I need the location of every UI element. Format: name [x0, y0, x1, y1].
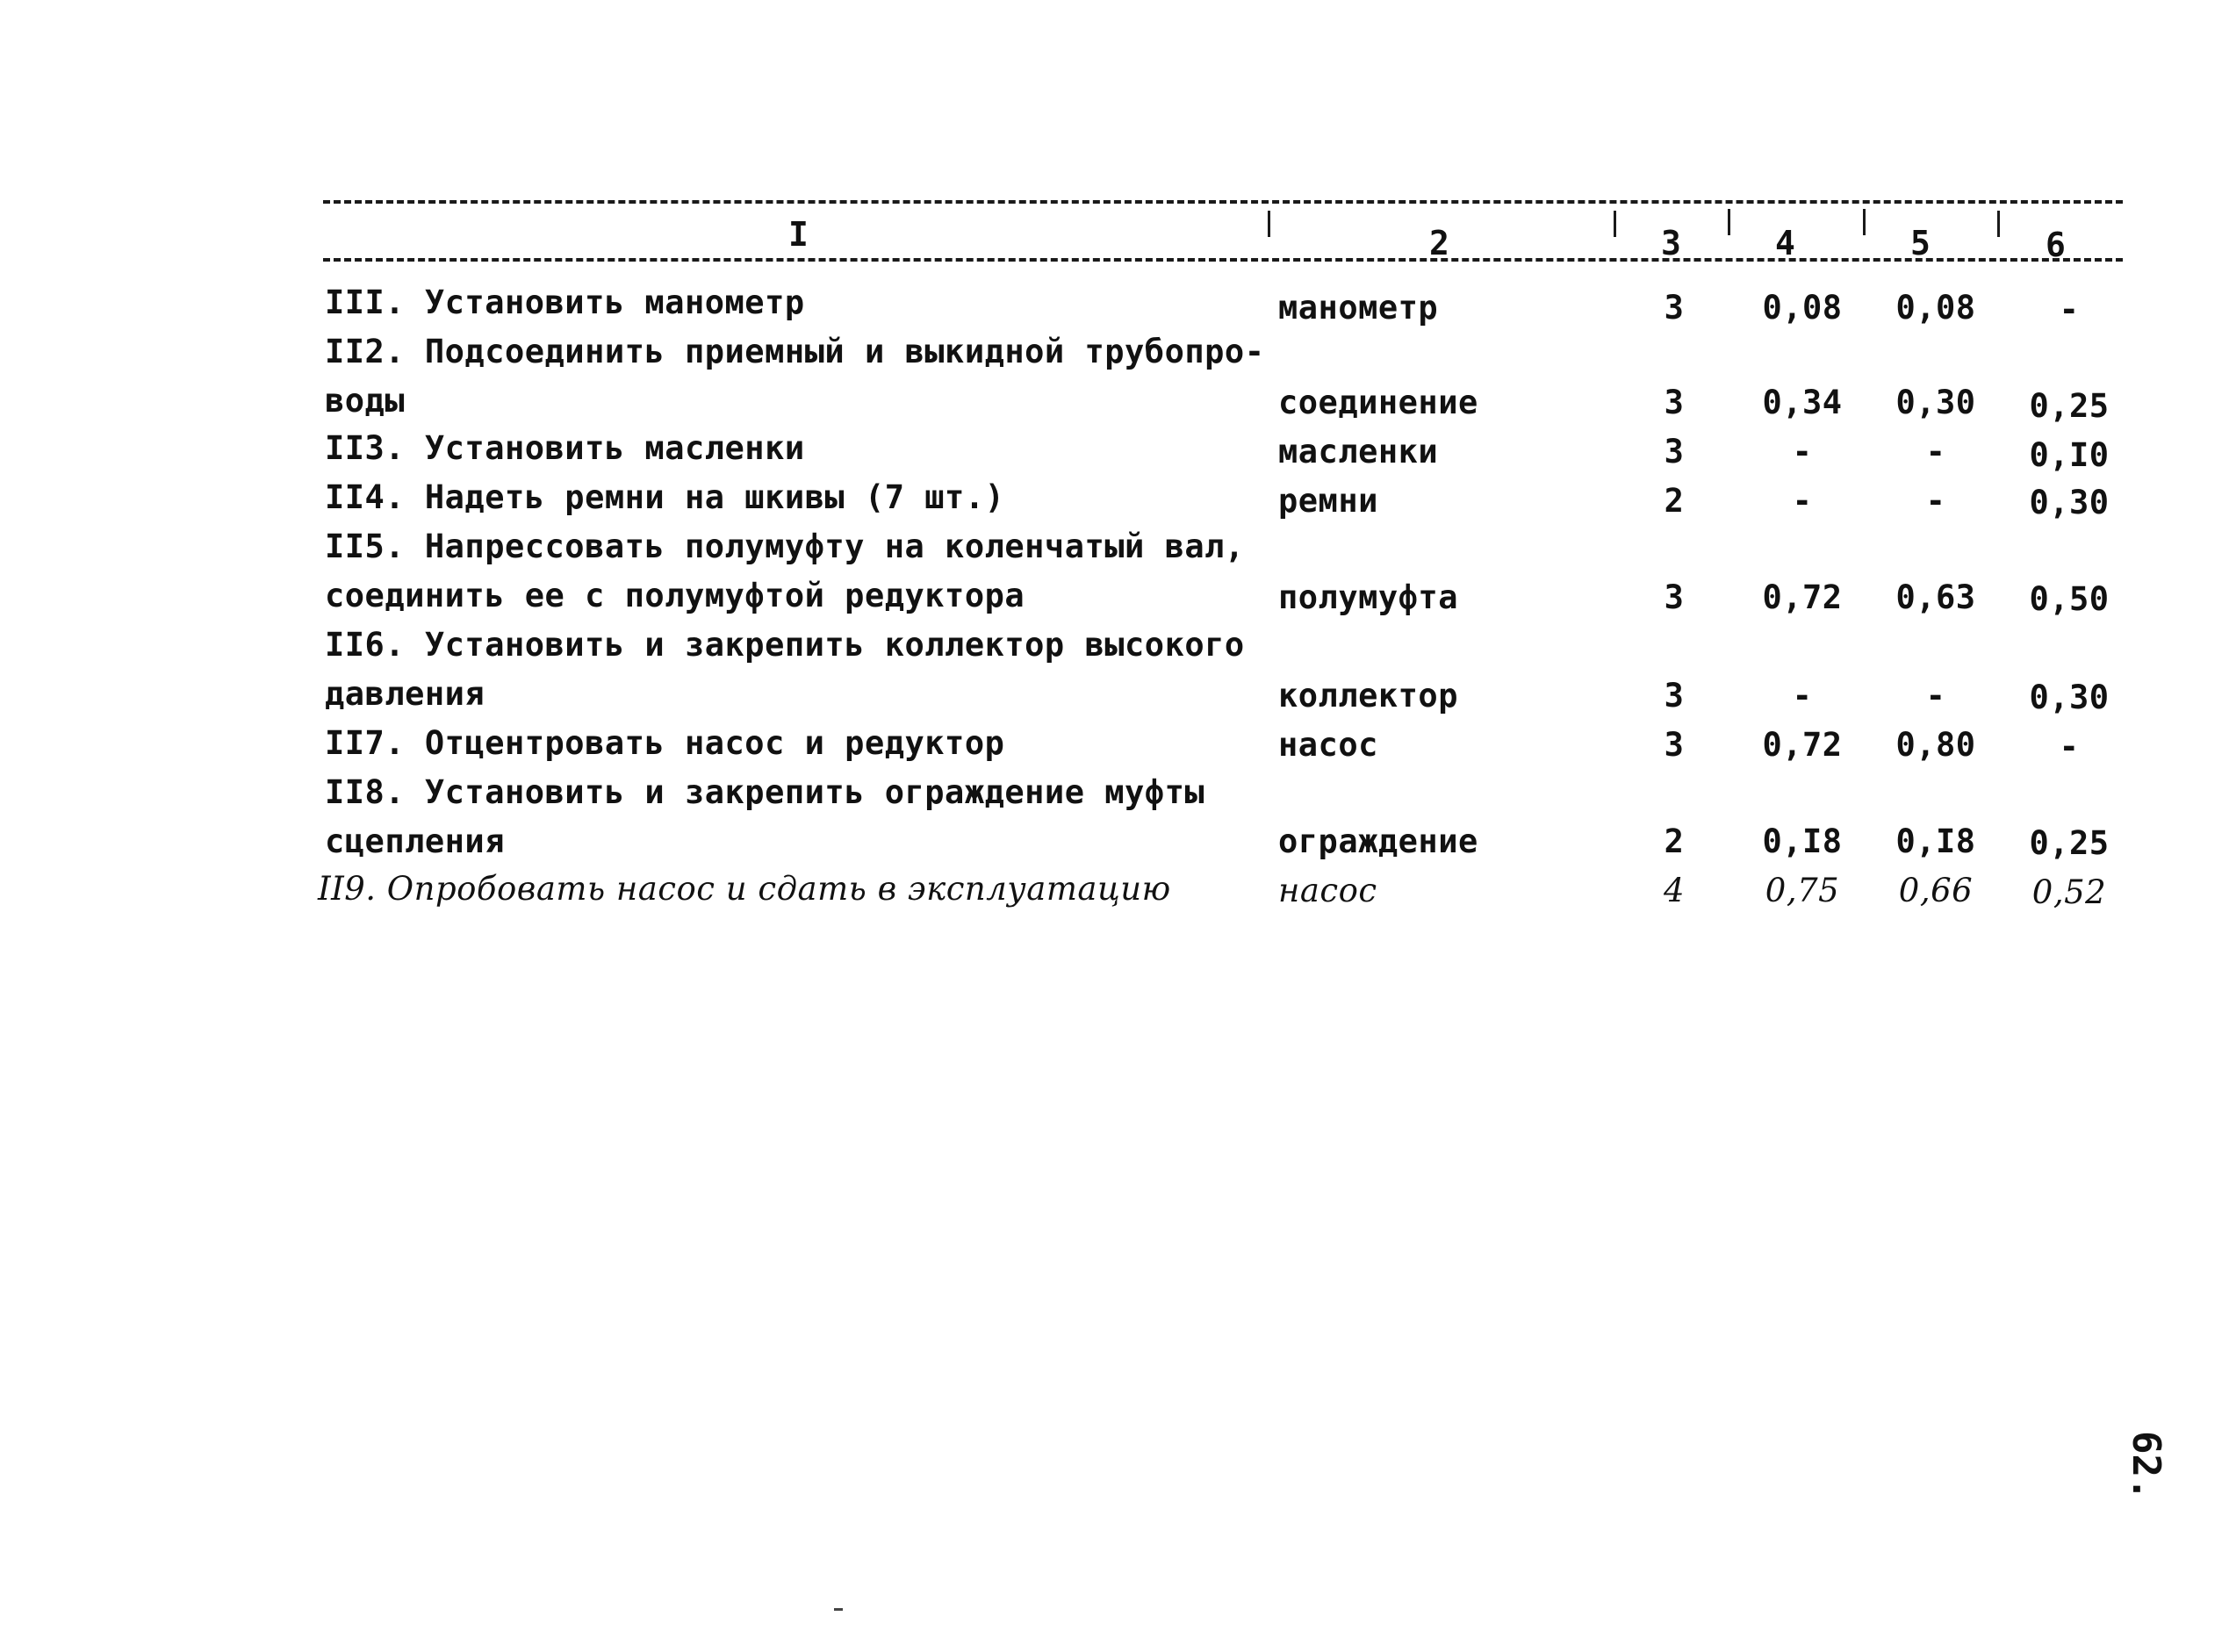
row-115-description-line1: II5. Напрессовать полумуфту на коленчатый вал, [325, 528, 1245, 565]
header-top-rule [323, 200, 2123, 204]
row-119-col3: 4 [1663, 872, 1686, 909]
row-116-col6: 0,30 [2029, 679, 2110, 716]
row-118-description-line1: II8. Установить и закрепить ограждение муфты [325, 773, 1205, 811]
row-117-col6: - [2059, 728, 2080, 765]
row-115-col5: 0,63 [1895, 578, 1976, 616]
row-116-description-line2: давления [325, 675, 485, 713]
row-116-col3: 3 [1664, 677, 1685, 715]
scan-speck [834, 1608, 843, 1611]
row-117-col5: 0,80 [1895, 726, 1976, 764]
row-117-col3: 3 [1664, 726, 1685, 764]
row-119-col4: 0,75 [1765, 872, 1840, 909]
row-112-col4: 0,34 [1762, 384, 1843, 421]
header-col-2: 2 [1429, 224, 1450, 262]
row-111-col6: - [2059, 291, 2080, 328]
row-113-description: II3. Установить масленки [325, 429, 805, 467]
header-col-5: 5 [1910, 224, 1931, 262]
row-115-col4: 0,72 [1762, 578, 1843, 616]
row-119-description: II9. Опробовать насос и сдать в эксплуатацию [318, 870, 1171, 908]
row-118-col6: 0,25 [2029, 824, 2110, 862]
row-119-item: насос [1278, 872, 1377, 909]
row-112-description-line1: II2. Подсоединить приемный и выкидной трубопро- [325, 333, 1265, 370]
row-111-col3: 3 [1664, 289, 1685, 327]
row-112-col6: 0,25 [2029, 387, 2110, 425]
col-separator [1863, 209, 1866, 235]
col-separator [1268, 211, 1270, 237]
row-117-col4: 0,72 [1762, 726, 1843, 764]
row-113-col4: - [1792, 433, 1813, 470]
row-114-col4: - [1792, 482, 1813, 520]
header-col-6: 6 [2046, 226, 2067, 264]
row-118-item: ограждение [1278, 822, 1478, 860]
row-114-description: II4. Надеть ремни на шкивы (7 шт.) [325, 478, 1005, 516]
row-118-col5: 0,I8 [1895, 822, 1976, 860]
row-111-description: III. Установить манометр [325, 284, 805, 321]
row-115-col3: 3 [1664, 578, 1685, 616]
row-117-item: насос [1278, 726, 1378, 764]
row-112-description-line2: воды [325, 382, 406, 420]
header-col-1: I [788, 215, 809, 254]
row-119-col6: 0,52 [2031, 873, 2107, 911]
row-115-item: полумуфта [1278, 578, 1458, 616]
row-115-col6: 0,50 [2029, 580, 2110, 618]
row-114-col3: 2 [1664, 482, 1685, 520]
header-bottom-rule [323, 258, 2123, 262]
row-114-col6: 0,30 [2029, 484, 2110, 521]
row-118-col4: 0,I8 [1762, 822, 1843, 860]
row-113-col3: 3 [1664, 433, 1685, 470]
header-col-3: 3 [1661, 224, 1682, 262]
row-113-col5: - [1925, 433, 1946, 470]
row-111-col4: 0,08 [1762, 289, 1843, 327]
row-113-col6: 0,I0 [2029, 436, 2110, 474]
header-col-4: 4 [1775, 224, 1796, 262]
row-113-item: масленки [1278, 433, 1439, 470]
row-116-item: коллектор [1278, 677, 1458, 715]
row-111-col5: 0,08 [1895, 289, 1976, 327]
row-119-col5: 0,66 [1898, 872, 1974, 909]
col-separator [1614, 211, 1616, 237]
row-111-item: манометр [1278, 289, 1439, 327]
col-separator [1728, 209, 1730, 235]
row-118-description-line2: сцепления [325, 822, 505, 860]
row-112-col5: 0,30 [1895, 384, 1976, 421]
row-116-col5: - [1925, 677, 1946, 715]
row-114-col5: - [1925, 482, 1946, 520]
row-112-col3: 3 [1664, 384, 1685, 421]
col-separator [1997, 211, 2000, 237]
row-112-item: соединение [1278, 384, 1478, 421]
row-117-description: II7. Отцентровать насос и редуктор [325, 724, 1005, 762]
row-114-item: ремни [1278, 482, 1378, 520]
row-116-col4: - [1792, 677, 1813, 715]
row-115-description-line2: соединить ее с полумуфтой редуктора [325, 577, 1025, 614]
row-116-description-line1: II6. Установить и закрепить коллектор высокого [325, 626, 1245, 664]
row-118-col3: 2 [1664, 822, 1685, 860]
page-number: 62. [2124, 1431, 2168, 1501]
